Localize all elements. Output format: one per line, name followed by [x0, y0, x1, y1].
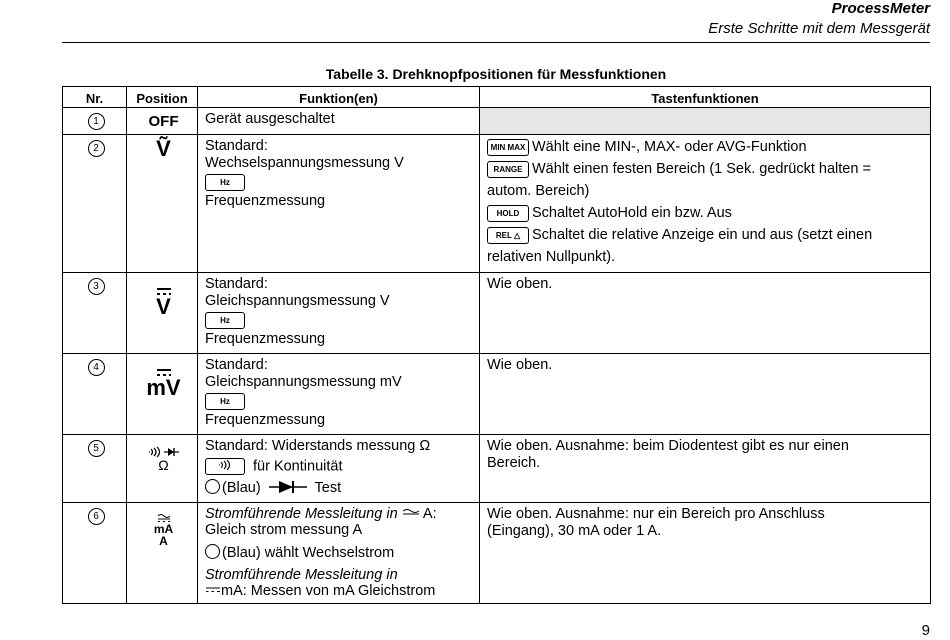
- position-cell: [127, 435, 198, 503]
- row-number-cell: [63, 135, 127, 273]
- circled-number: 4: [88, 359, 105, 376]
- amp-symbol: A: [159, 534, 168, 548]
- function-text: Standard:: [205, 357, 268, 373]
- row-number-cell: [63, 273, 127, 354]
- function-table: [62, 86, 931, 604]
- dc-symbol-icon: [205, 586, 221, 594]
- function-text: Gerät ausgeschaltet: [205, 111, 335, 127]
- key-description: Schaltet die relative Anzeige ein und aus (setzt einen: [532, 227, 873, 243]
- table-caption: Tabelle 3. Drehknopfpositionen für Messfunktionen: [325, 66, 667, 82]
- ac-dc-symbol-icon: [402, 508, 420, 518]
- table-row: [63, 503, 931, 604]
- function-text: Gleichspannungsmessung V: [205, 293, 390, 309]
- table-row: [63, 354, 931, 435]
- blue-button-icon: [205, 544, 220, 559]
- sound-wave-icon: [217, 460, 233, 470]
- function-text: Test: [314, 480, 342, 497]
- dc-millivolt-symbol: mV: [146, 375, 181, 400]
- function-text: Standard: Widerstands messung Ω: [205, 438, 431, 454]
- circled-number: 6: [88, 508, 105, 525]
- position-cell: [127, 273, 198, 354]
- function-text: Wechselspannungsmessung V: [205, 155, 404, 171]
- column-header-nr: Nr.: [63, 87, 127, 108]
- function-text: Frequenzmessung: [205, 193, 326, 209]
- row-number-cell: [63, 503, 127, 604]
- table-row: [63, 135, 931, 273]
- function-text: für Kontinuität: [253, 458, 343, 475]
- hold-key-icon: HOLD: [487, 205, 529, 222]
- key-description: Wie oben.: [487, 276, 553, 292]
- circled-number: 2: [88, 140, 105, 157]
- min-max-key-icon: MIN MAX: [487, 139, 529, 156]
- column-header-functions: Funktion(en): [198, 87, 480, 108]
- function-cell: [198, 503, 480, 604]
- key-description: relativen Nullpunkt).: [487, 249, 616, 265]
- keys-cell: [480, 435, 931, 503]
- hz-key-icon: Hz: [205, 174, 245, 191]
- milliamp-symbol: mA: [153, 522, 174, 536]
- key-description: Wählt eine MIN-, MAX- oder AVG-Funktion: [532, 139, 807, 155]
- function-cell: [198, 435, 480, 503]
- key-description: Wie oben. Ausnahme: nur ein Bereich pro Anschluss: [487, 506, 825, 522]
- blue-button-icon: [205, 479, 220, 494]
- column-header-keys: Tastenfunktionen: [480, 87, 931, 108]
- section-subtitle: Erste Schritte mit dem Messgerät: [708, 20, 930, 37]
- diode-icon: [267, 480, 309, 494]
- hz-key-icon: Hz: [205, 312, 245, 329]
- function-text: Standard:: [205, 276, 268, 292]
- page-number: 9: [921, 622, 930, 639]
- function-text: Gleich strom messung A: [205, 522, 363, 538]
- hz-key-icon: Hz: [205, 393, 245, 410]
- position-cell: [127, 108, 198, 135]
- table-row: [63, 108, 931, 135]
- ac-voltage-symbol: Ṽ: [156, 136, 171, 161]
- function-text: Frequenzmessung: [205, 331, 326, 347]
- function-text: (Blau) wählt Wechselstrom: [222, 545, 395, 561]
- document-title: ProcessMeter: [831, 0, 930, 17]
- function-text: Stromführende Messleitung in: [205, 506, 398, 522]
- rel-key-icon: REL △: [487, 227, 529, 244]
- function-cell: [198, 108, 480, 135]
- position-cell: [127, 135, 198, 273]
- dc-voltage-symbol: V: [156, 294, 171, 319]
- position-cell: [127, 503, 198, 604]
- row-number-cell: [63, 354, 127, 435]
- continuity-key-icon: [205, 458, 245, 475]
- table-header-row: [63, 87, 931, 108]
- key-description: Schaltet AutoHold ein bzw. Aus: [532, 205, 732, 221]
- function-text: (Blau): [222, 480, 261, 497]
- key-description: Wie oben.: [487, 357, 553, 373]
- column-header-position: Position: [127, 87, 198, 108]
- keys-cell: [480, 354, 931, 435]
- function-cell: [198, 354, 480, 435]
- key-description: Wie oben. Ausnahme: beim Diodentest gibt es nur einen: [487, 438, 849, 454]
- row-number-cell: [63, 435, 127, 503]
- function-text: Stromführende Messleitung in: [205, 567, 398, 583]
- function-text: Standard:: [205, 138, 268, 154]
- table-row: [63, 273, 931, 354]
- function-text: mA: Messen von mA Gleichstrom: [221, 583, 436, 599]
- header-rule: [62, 42, 930, 43]
- circled-number: 3: [88, 278, 105, 295]
- row-number-cell: [63, 108, 127, 135]
- function-text: A:: [422, 506, 437, 522]
- circled-number: 5: [88, 440, 105, 457]
- circled-number: 1: [88, 113, 105, 130]
- table-row: [63, 435, 931, 503]
- key-description: Bereich.: [487, 455, 541, 471]
- range-key-icon: RANGE: [487, 161, 529, 178]
- keys-cell: [480, 273, 931, 354]
- function-text: Frequenzmessung: [205, 412, 326, 428]
- keys-cell-empty: [480, 108, 931, 135]
- position-cell: [127, 354, 198, 435]
- position-off-label: OFF: [148, 113, 179, 130]
- keys-cell: [480, 135, 931, 273]
- function-cell: [198, 273, 480, 354]
- function-text: Gleichspannungsmessung mV: [205, 374, 402, 390]
- key-description: Wählt einen festen Bereich (1 Sek. gedrückt halten =: [532, 161, 871, 177]
- key-description: (Eingang), 30 mA oder 1 A.: [487, 523, 662, 539]
- key-description: autom. Bereich): [487, 183, 590, 199]
- function-cell: [198, 135, 480, 273]
- ohm-symbol: Ω: [158, 457, 169, 473]
- keys-cell: [480, 503, 931, 604]
